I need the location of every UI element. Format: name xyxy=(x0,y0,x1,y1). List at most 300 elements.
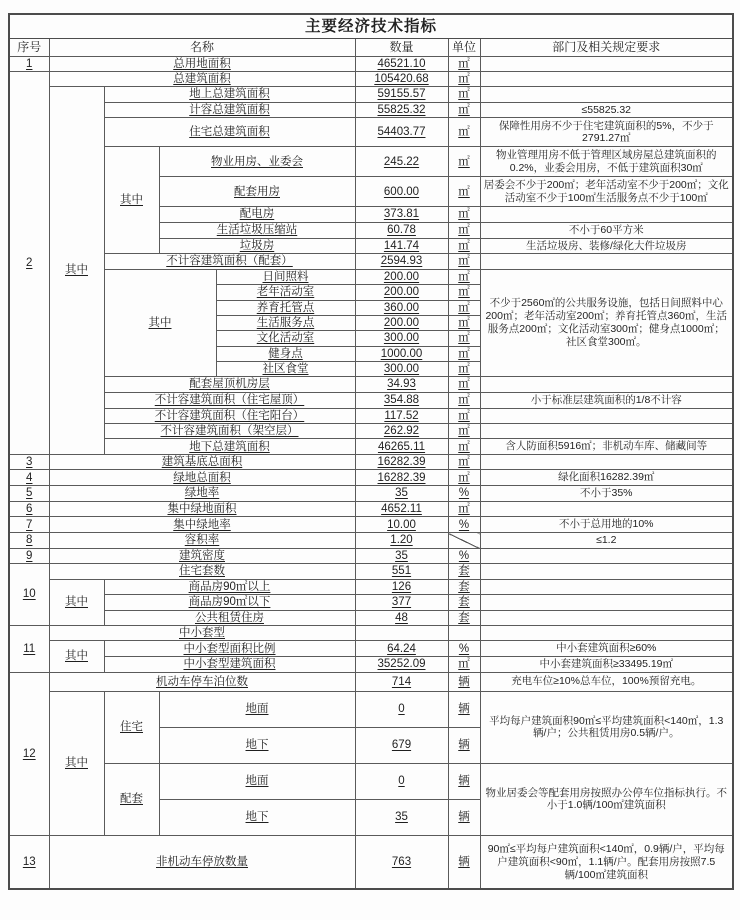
quantity-cell xyxy=(355,455,448,470)
quantity-cell xyxy=(355,595,448,610)
unit-cell xyxy=(448,71,480,86)
cell-text: 地下 xyxy=(245,811,269,824)
cell-text: 不计容建筑面积（架空层） xyxy=(160,424,299,437)
cell-text: 建筑密度 xyxy=(179,550,225,563)
item-name-cell xyxy=(216,315,355,330)
cell-text: 其中 xyxy=(65,596,88,609)
cell-text: 714 xyxy=(391,675,412,688)
unit-cell xyxy=(448,763,480,799)
table-row xyxy=(9,56,733,71)
indicator-table-body xyxy=(9,56,733,889)
item-name-cell xyxy=(159,727,355,763)
cell-text: 辆 xyxy=(458,811,470,824)
item-name-cell xyxy=(159,238,355,254)
requirement-cell xyxy=(480,269,733,377)
table-row xyxy=(9,269,733,284)
table-row xyxy=(9,71,733,86)
requirement-cell xyxy=(480,835,733,889)
cell-text: 46521.10 xyxy=(377,57,426,70)
cell-text: 绿化面积16282.39㎡ xyxy=(558,471,655,484)
item-name-cell xyxy=(104,102,355,118)
quantity-cell xyxy=(355,177,448,207)
cell-text: ≤55825.32 xyxy=(581,103,632,116)
cell-text: 套 xyxy=(458,580,470,593)
cell-text: 中小套型建筑面积 xyxy=(183,658,276,671)
table-row xyxy=(9,610,733,625)
quantity-cell xyxy=(355,564,448,579)
cell-text: 配电房 xyxy=(239,208,275,221)
cell-text: 0 xyxy=(398,775,405,788)
requirement-cell xyxy=(480,533,733,549)
cell-text: 其中 xyxy=(148,316,172,329)
requirement-cell xyxy=(480,517,733,533)
cell-text: 35 xyxy=(395,487,408,500)
item-name-cell xyxy=(49,835,355,889)
cell-text: ㎡ xyxy=(458,270,470,283)
cell-text: 辆 xyxy=(458,855,470,868)
quantity-cell xyxy=(355,727,448,763)
quantity-cell xyxy=(355,835,448,889)
table-row xyxy=(9,564,733,579)
cell-text: 养育托管点 xyxy=(256,301,315,314)
table-row xyxy=(9,517,733,533)
unit-cell xyxy=(448,177,480,207)
item-name-cell xyxy=(104,439,355,455)
cell-text: 不小于35% xyxy=(580,487,633,500)
unit-cell xyxy=(448,56,480,71)
item-name-cell xyxy=(104,657,355,673)
unit-cell xyxy=(448,641,480,657)
item-name-cell xyxy=(104,392,355,408)
cell-text: 10 xyxy=(22,588,36,601)
cell-text: 居委会不少于200㎡；老年活动室不少于200㎡；文化活动室不少于100㎡生活服务点不少于100㎡ xyxy=(483,179,729,204)
cell-text: 辆 xyxy=(458,775,470,788)
requirement-cell xyxy=(480,207,733,222)
cell-text: 1000.00 xyxy=(380,347,423,360)
quantity-cell xyxy=(355,423,448,438)
unit-cell xyxy=(448,315,480,330)
cell-text: 12 xyxy=(22,747,36,760)
table-row xyxy=(9,102,733,118)
item-name-cell xyxy=(159,222,355,238)
group-label-cell xyxy=(49,87,104,455)
quantity-cell xyxy=(355,486,448,502)
cell-text: 物业用房、业委会 xyxy=(211,155,303,168)
cell-text: ㎡ xyxy=(458,208,470,221)
table-row xyxy=(9,641,733,657)
cell-text: 300.00 xyxy=(383,332,420,345)
cell-text: 9 xyxy=(26,550,33,563)
unit-cell xyxy=(448,423,480,438)
cell-text: 551 xyxy=(391,565,412,578)
cell-text: 64.24 xyxy=(387,642,416,655)
cell-text: 300.00 xyxy=(383,363,420,376)
requirement-cell xyxy=(480,147,733,177)
quantity-cell xyxy=(355,300,448,315)
requirement-cell xyxy=(480,222,733,238)
requirement-cell xyxy=(480,238,733,254)
cell-text: ㎡ xyxy=(458,72,470,85)
cell-text: 不计容建筑面积（配套） xyxy=(166,255,293,268)
cell-text: ㎡ xyxy=(458,88,470,101)
item-name-cell xyxy=(49,533,355,549)
requirement-cell xyxy=(480,408,733,423)
unit-cell xyxy=(448,799,480,835)
quantity-cell xyxy=(355,71,448,86)
cell-text: 其中 xyxy=(65,757,88,770)
cell-text: 文化活动室 xyxy=(256,332,315,345)
cell-text: ㎡ xyxy=(458,424,470,437)
cell-text: 4652.11 xyxy=(381,503,422,516)
col-header-index: 序号 xyxy=(9,38,49,56)
row-index-cell xyxy=(9,533,49,549)
cell-text: % xyxy=(458,518,470,531)
row-index-cell xyxy=(9,71,49,454)
cell-text: 垃圾房 xyxy=(239,239,275,252)
cell-text: 0 xyxy=(398,703,405,716)
cell-text: 1 xyxy=(26,57,33,70)
col-header-name: 名称 xyxy=(49,38,355,56)
item-name-cell xyxy=(159,177,355,207)
cell-text: 13 xyxy=(22,855,36,868)
requirement-cell xyxy=(480,625,733,640)
item-name-cell xyxy=(49,564,355,579)
row-index-cell xyxy=(9,564,49,626)
requirement-cell xyxy=(480,470,733,486)
requirement-cell xyxy=(480,564,733,579)
cell-text: 中小套建筑面积≥33495.19㎡ xyxy=(539,658,674,671)
cell-text: 健身点 xyxy=(268,347,303,360)
cell-text: 辆 xyxy=(458,703,470,716)
economic-indicators-table xyxy=(8,13,734,890)
cell-text: 不计容建筑面积（住宅屋顶） xyxy=(154,393,305,406)
cell-text: 辆 xyxy=(458,675,470,688)
table-row xyxy=(9,486,733,502)
cell-text: 141.74 xyxy=(383,239,420,252)
table-row xyxy=(9,455,733,470)
unit-cell xyxy=(448,377,480,392)
cell-text: 34.93 xyxy=(387,378,416,391)
cell-text: 35 xyxy=(395,550,408,563)
cell-text: 377 xyxy=(391,596,412,609)
cell-text: ㎡ xyxy=(458,332,470,345)
item-name-cell xyxy=(216,300,355,315)
col-header-requirement: 部门及相关规定要求 xyxy=(480,38,733,56)
requirement-cell xyxy=(480,56,733,71)
unit-cell xyxy=(448,362,480,377)
cell-text: 600.00 xyxy=(383,185,420,198)
cell-text: ㎡ xyxy=(458,57,470,70)
unit-cell xyxy=(448,579,480,594)
table-title: 主要经济技术指标 xyxy=(9,14,733,38)
requirement-cell xyxy=(480,763,733,835)
cell-text: 5 xyxy=(26,487,33,500)
cell-text: ㎡ xyxy=(458,658,470,671)
cell-text: 建筑基底总面积 xyxy=(161,456,243,469)
unit-cell xyxy=(448,657,480,673)
group-label-cell xyxy=(104,691,159,763)
quantity-cell xyxy=(355,691,448,727)
unit-cell xyxy=(448,269,480,284)
table-row xyxy=(9,763,733,799)
unit-cell xyxy=(448,835,480,889)
quantity-cell xyxy=(355,672,448,691)
cell-text: 中小套型面积比例 xyxy=(183,642,276,655)
cell-text: 生活垃圾房、装修/绿化大件垃圾房 xyxy=(526,239,687,252)
cell-text: ㎡ xyxy=(458,316,470,329)
item-name-cell xyxy=(49,517,355,533)
quantity-cell xyxy=(355,657,448,673)
cell-text: 200.00 xyxy=(383,286,420,299)
unit-cell xyxy=(448,285,480,300)
cell-text: 中小套型 xyxy=(179,626,225,639)
cell-text: 计容总建筑面积 xyxy=(189,103,270,116)
row-index-cell xyxy=(9,517,49,533)
table-row xyxy=(9,377,733,392)
requirement-cell xyxy=(480,392,733,408)
cell-text: 55825.32 xyxy=(377,103,426,116)
unit-cell xyxy=(448,300,480,315)
cell-text: 不小于60平方米 xyxy=(568,223,644,236)
unit-cell xyxy=(448,672,480,691)
requirement-cell xyxy=(480,641,733,657)
item-name-cell xyxy=(104,423,355,438)
cell-text: 11 xyxy=(23,642,36,655)
cell-text: ㎡ xyxy=(458,224,470,236)
quantity-cell xyxy=(355,285,448,300)
cell-text: 不少于2560㎡的公共服务设施，包括日间照料中心200㎡；老年活动室200㎡；养育托管点360㎡，生活服务点200㎡；文化活动室300㎡；健身点1000㎡；社区食堂300㎡。 xyxy=(485,297,728,348)
requirement-cell xyxy=(480,102,733,118)
cell-text: 60.78 xyxy=(387,224,416,236)
requirement-cell xyxy=(480,455,733,470)
item-name-cell xyxy=(49,625,355,640)
not-applicable-slash-cell xyxy=(448,533,480,549)
cell-text: ㎡ xyxy=(458,103,470,116)
table-row xyxy=(9,147,733,177)
cell-text: 地面 xyxy=(245,775,269,788)
col-header-quantity: 数量 xyxy=(355,38,448,56)
cell-text: 105420.68 xyxy=(374,72,429,85)
unit-cell xyxy=(448,439,480,455)
cell-text: 社区食堂 xyxy=(262,363,309,376)
cell-text: 3 xyxy=(26,456,33,469)
cell-text: 2 xyxy=(26,256,33,269)
cell-text: 200.00 xyxy=(383,270,420,283)
table-row xyxy=(9,657,733,673)
requirement-cell xyxy=(480,657,733,673)
cell-text: 117.52 xyxy=(384,409,419,422)
group-label-cell xyxy=(49,579,104,625)
cell-text: 套 xyxy=(458,611,470,624)
table-row xyxy=(9,691,733,727)
cell-text: 机动车停车泊位数 xyxy=(156,675,248,688)
requirement-cell xyxy=(480,423,733,438)
item-name-cell xyxy=(159,763,355,799)
cell-text: 住宅 xyxy=(120,721,143,734)
requirement-cell xyxy=(480,502,733,517)
col-header-unit: 单位 xyxy=(448,38,480,56)
quantity-cell xyxy=(355,377,448,392)
cell-text: 1.20 xyxy=(390,534,413,547)
cell-text: 绿地总面积 xyxy=(173,471,231,484)
quantity-cell xyxy=(355,87,448,102)
item-name-cell xyxy=(49,549,355,564)
cell-text: 679 xyxy=(391,739,412,752)
cell-text: 中小套建筑面积≥60% xyxy=(556,642,657,655)
cell-text: 其中 xyxy=(120,194,143,207)
row-index-cell xyxy=(9,502,49,517)
unit-cell xyxy=(448,625,480,640)
requirement-cell xyxy=(480,71,733,86)
cell-text: 平均每户建筑面积90㎡≤平均建筑面积<140㎡，1.3辆/户；公共租赁用房0.5辆/户。 xyxy=(489,714,724,740)
unit-cell xyxy=(448,727,480,763)
cell-text: ㎡ xyxy=(458,503,470,516)
cell-text: 套 xyxy=(458,596,470,609)
unit-cell xyxy=(448,564,480,579)
item-name-cell xyxy=(216,331,355,346)
item-name-cell xyxy=(49,71,355,86)
table-row xyxy=(9,595,733,610)
quantity-cell xyxy=(355,763,448,799)
cell-text: 59155.57 xyxy=(377,88,426,101)
cell-text: 763 xyxy=(391,855,412,868)
unit-cell xyxy=(448,238,480,254)
requirement-cell xyxy=(480,118,733,147)
item-name-cell xyxy=(104,579,355,594)
group-label-cell xyxy=(104,763,159,835)
requirement-cell xyxy=(480,691,733,763)
quantity-cell xyxy=(355,533,448,549)
requirement-cell xyxy=(480,672,733,691)
unit-cell xyxy=(448,486,480,502)
table-row xyxy=(9,835,733,889)
cell-text: 7 xyxy=(26,518,33,531)
cell-text: 46265.11 xyxy=(377,440,426,453)
requirement-cell xyxy=(480,610,733,625)
table-row xyxy=(9,254,733,269)
unit-cell xyxy=(448,455,480,470)
quantity-cell xyxy=(355,625,448,640)
quantity-cell xyxy=(355,315,448,330)
item-name-cell xyxy=(49,486,355,502)
unit-cell xyxy=(448,346,480,361)
cell-text: 2594.93 xyxy=(380,255,423,268)
cell-text: 4 xyxy=(26,471,33,484)
row-index-cell xyxy=(9,672,49,835)
item-name-cell xyxy=(49,455,355,470)
cell-text: 充电车位≥10%总车位，100%预留充电。 xyxy=(511,675,702,688)
item-name-cell xyxy=(216,362,355,377)
table-row xyxy=(9,87,733,102)
cell-text: 配套 xyxy=(120,793,143,806)
cell-text: 245.22 xyxy=(383,155,420,168)
unit-cell xyxy=(448,502,480,517)
unit-cell xyxy=(448,254,480,269)
item-name-cell xyxy=(49,672,355,691)
quantity-cell xyxy=(355,331,448,346)
cell-text: 商品房90㎡以上 xyxy=(188,580,271,593)
cell-text: 含人防面积5916㎡；非机动车库、储藏间等 xyxy=(505,440,708,453)
unit-cell xyxy=(448,408,480,423)
quantity-cell xyxy=(355,470,448,486)
unit-cell xyxy=(448,691,480,727)
unit-cell xyxy=(448,222,480,238)
cell-text: 54403.77 xyxy=(377,126,426,139)
row-index-cell xyxy=(9,56,49,71)
table-row xyxy=(9,625,733,640)
cell-text: 360.00 xyxy=(383,301,420,314)
group-label-cell xyxy=(49,691,104,835)
cell-text: ㎡ xyxy=(458,155,470,168)
cell-text: 日间照料 xyxy=(262,270,309,283)
item-name-cell xyxy=(159,691,355,727)
unit-cell xyxy=(448,102,480,118)
quantity-cell xyxy=(355,579,448,594)
cell-text: ㎡ xyxy=(458,456,470,469)
cell-text: 物业管理用房不低于管理区域房屋总建筑面积的0.2%，业委会用房，不低于建筑面积30㎡ xyxy=(496,149,717,174)
quantity-cell xyxy=(355,502,448,517)
item-name-cell xyxy=(49,56,355,71)
cell-text: 总用地面积 xyxy=(173,57,231,70)
cell-text: ㎡ xyxy=(458,440,470,453)
requirement-cell xyxy=(480,579,733,594)
row-index-cell xyxy=(9,549,49,564)
cell-text: ㎡ xyxy=(458,255,470,268)
requirement-cell xyxy=(480,87,733,102)
cell-text: 绿地率 xyxy=(184,487,220,500)
row-index-cell xyxy=(9,455,49,470)
cell-text: 小于标准层建筑面积的1/8不计容 xyxy=(530,393,682,406)
table-row xyxy=(9,549,733,564)
cell-text: 8 xyxy=(26,534,33,547)
cell-text: 非机动车停放数量 xyxy=(156,855,248,868)
unit-cell xyxy=(448,147,480,177)
unit-cell xyxy=(448,610,480,625)
quantity-cell xyxy=(355,102,448,118)
quantity-cell xyxy=(355,408,448,423)
quantity-cell xyxy=(355,362,448,377)
unit-cell xyxy=(448,118,480,147)
requirement-cell xyxy=(480,377,733,392)
cell-text: 262.92 xyxy=(383,424,420,437)
quantity-cell xyxy=(355,549,448,564)
quantity-cell xyxy=(355,517,448,533)
cell-text: 90㎡≤平均每户建筑面积<140㎡，0.9辆/户，平均每户建筑面积<90㎡，1.1辆/户。配套用房按照7.5辆/100㎡建筑面积 xyxy=(487,842,725,881)
unit-cell xyxy=(448,87,480,102)
cell-text: 地下 xyxy=(245,739,269,752)
unit-cell xyxy=(448,331,480,346)
cell-text: % xyxy=(458,642,470,655)
cell-text: 公共租赁住房 xyxy=(195,611,264,624)
unit-cell xyxy=(448,595,480,610)
table-row xyxy=(9,118,733,147)
cell-text: ㎡ xyxy=(458,301,470,314)
cell-text: 10.00 xyxy=(387,518,416,531)
item-name-cell xyxy=(159,147,355,177)
requirement-cell xyxy=(480,439,733,455)
cell-text: ㎡ xyxy=(458,126,470,139)
cell-text: 总建筑面积 xyxy=(173,72,231,85)
cell-text: 其中 xyxy=(65,650,88,663)
quantity-cell xyxy=(355,56,448,71)
cell-text: 126 xyxy=(391,580,412,593)
cell-text: ㎡ xyxy=(458,378,470,391)
table-row xyxy=(9,423,733,438)
cell-text: 保障性用房不少于住宅建筑面积的5%，不少于2791.27㎡ xyxy=(498,119,714,145)
cell-text: 6 xyxy=(26,503,33,516)
cell-text: 配套用房 xyxy=(234,185,280,198)
cell-text: ㎡ xyxy=(458,409,470,422)
